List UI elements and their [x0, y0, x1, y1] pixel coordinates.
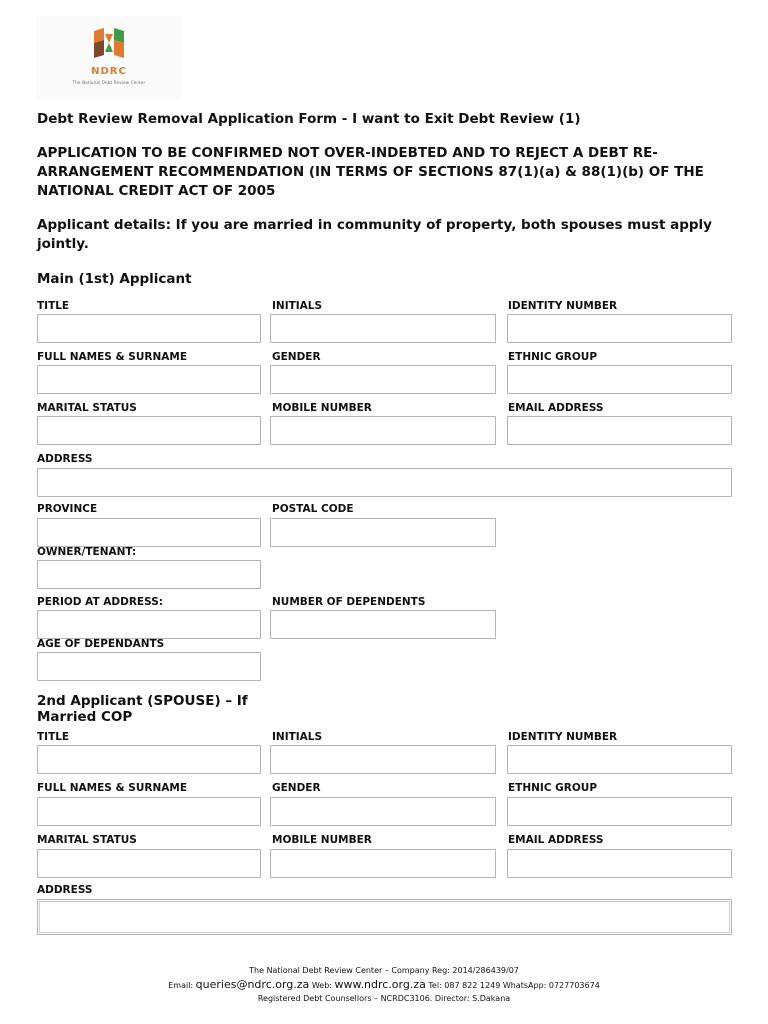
- ndrc-logo: [36, 16, 182, 100]
- footer-company-line: The National Debt Review Center – Company Reg: 2014/286439/07: [249, 966, 519, 975]
- footer-phone-text: Tel: 087 822 1249 WhatsApp: 0727703674: [425, 981, 600, 990]
- gender-label: GENDER: [272, 351, 321, 363]
- email-address-label: EMAIL ADDRESS: [508, 402, 604, 414]
- email-address-field[interactable]: [507, 416, 732, 445]
- ethnic-group-label: ETHNIC GROUP: [508, 351, 598, 363]
- address-field[interactable]: [37, 468, 732, 497]
- identity-number-label: IDENTITY NUMBER: [508, 300, 618, 312]
- main-heading-line: APPLICATION TO BE CONFIRMED NOT OVER-INDEBTED AND TO REJECT A DEBT RE-: [37, 145, 658, 161]
- mobile-number-label-2: MOBILE NUMBER: [272, 834, 372, 846]
- identity-number-field-2[interactable]: [507, 745, 732, 774]
- second-applicant-heading: [37, 693, 248, 725]
- marital-status-field-2[interactable]: [37, 849, 261, 878]
- owner-tenant-field[interactable]: [37, 560, 261, 589]
- main-heading-line: ARRANGEMENT RECOMMENDATION (IN TERMS OF SECTIONS 87(1)(a) & 88(1)(b) OF THE: [37, 164, 704, 180]
- full-names-label: FULL NAMES & SURNAME: [37, 351, 188, 363]
- address-label: ADDRESS: [37, 453, 93, 465]
- age-of-dependants-field[interactable]: [37, 652, 261, 681]
- address-label-2: ADDRESS: [37, 884, 93, 896]
- applicant-details-line: jointly.: [37, 236, 89, 252]
- identity-number-label-2: IDENTITY NUMBER: [508, 731, 618, 743]
- title-field-2[interactable]: [37, 745, 261, 774]
- ethnic-group-field[interactable]: [507, 365, 732, 394]
- full-names-field[interactable]: [37, 365, 261, 394]
- second-applicant-heading-line: 2nd Applicant (SPOUSE) – If: [37, 693, 248, 709]
- logo-tagline: The National Debt Review Center: [72, 80, 146, 85]
- footer-contact-line: [0, 979, 768, 992]
- footer-web-prefix: Web:: [309, 981, 335, 990]
- main-heading-line: NATIONAL CREDIT ACT OF 2005: [37, 183, 276, 199]
- identity-number-field[interactable]: [507, 314, 732, 343]
- province-field[interactable]: [37, 518, 261, 547]
- age-of-dependants-label: AGE OF DEPENDANTS: [37, 638, 165, 650]
- ethnic-group-label-2: ETHNIC GROUP: [508, 782, 598, 794]
- main-heading: [37, 144, 737, 201]
- footer-email-link[interactable]: queries@ndrc.org.za: [195, 978, 310, 991]
- email-address-field-2[interactable]: [507, 849, 732, 878]
- applicant-details-line: Applicant details: If you are married in community of property, both spouses must apply: [37, 217, 712, 233]
- gender-label-2: GENDER: [272, 782, 321, 794]
- ndrc-logo-mark-icon: [92, 28, 126, 58]
- marital-status-label: MARITAL STATUS: [37, 402, 137, 414]
- period-at-address-field[interactable]: [37, 610, 261, 639]
- number-of-dependents-label: NUMBER OF DEPENDENTS: [272, 596, 426, 608]
- initials-field[interactable]: [270, 314, 496, 343]
- marital-status-field[interactable]: [37, 416, 261, 445]
- postal-code-label: POSTAL CODE: [272, 503, 354, 515]
- mobile-number-field[interactable]: [270, 416, 496, 445]
- main-applicant-heading: Main (1st) Applicant: [37, 271, 192, 287]
- gender-field[interactable]: [270, 365, 496, 394]
- mobile-number-field-2[interactable]: [270, 849, 496, 878]
- applicant-details-note: [37, 216, 737, 254]
- title-field[interactable]: [37, 314, 261, 343]
- title-label: TITLE: [37, 300, 70, 312]
- full-names-field-2[interactable]: [37, 797, 261, 826]
- mobile-number-label: MOBILE NUMBER: [272, 402, 372, 414]
- logo-name: NDRC: [91, 66, 127, 77]
- province-label: PROVINCE: [37, 503, 98, 515]
- footer-web-link[interactable]: www.ndrc.org.za: [334, 978, 426, 991]
- footer-email-prefix: Email:: [168, 981, 196, 990]
- period-at-address-label: PERIOD AT ADDRESS:: [37, 596, 163, 608]
- number-of-dependents-field[interactable]: [270, 610, 496, 639]
- footer-registration-line: Registered Debt Counsellors – NCRDC3106. Director: S.Dakana: [257, 994, 511, 1003]
- ethnic-group-field-2[interactable]: [507, 797, 732, 826]
- initials-label-2: INITIALS: [272, 731, 323, 743]
- second-applicant-heading-line: Married COP: [37, 709, 133, 725]
- postal-code-field[interactable]: [270, 518, 496, 547]
- initials-label: INITIALS: [272, 300, 323, 312]
- full-names-label-2: FULL NAMES & SURNAME: [37, 782, 188, 794]
- address-field-2[interactable]: [37, 899, 732, 935]
- gender-field-2[interactable]: [270, 797, 496, 826]
- email-address-label-2: EMAIL ADDRESS: [508, 834, 604, 846]
- form-title: Debt Review Removal Application Form - I want to Exit Debt Review (1): [37, 111, 581, 127]
- title-label-2: TITLE: [37, 731, 70, 743]
- initials-field-2[interactable]: [270, 745, 496, 774]
- marital-status-label-2: MARITAL STATUS: [37, 834, 137, 846]
- owner-tenant-label: OWNER/TENANT:: [37, 546, 137, 558]
